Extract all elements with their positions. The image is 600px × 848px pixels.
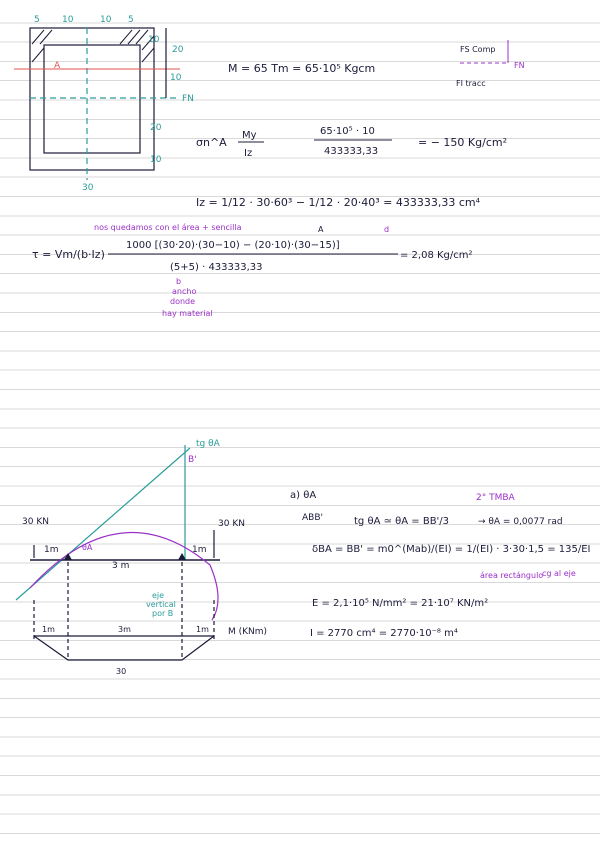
cg-note: cg al eje bbox=[542, 569, 576, 578]
ancho-note-donde: donde bbox=[170, 297, 196, 306]
tg-equation: tg θA ≃ θA = BB'/3 bbox=[354, 516, 450, 527]
dim-right-10b: 10 bbox=[170, 73, 182, 83]
dim-right-20a: 20 bbox=[172, 45, 184, 55]
ancho-note-b: b bbox=[176, 277, 182, 286]
tg-theta-label: tg θA bbox=[196, 439, 220, 449]
fi-trac-label: FI tracc bbox=[456, 79, 486, 88]
point-a-label: A bbox=[54, 61, 61, 71]
part-a-heading: a) θA bbox=[290, 490, 317, 501]
moment-label-1m-right: 1m bbox=[196, 625, 209, 634]
span-mid: 3 m bbox=[112, 561, 130, 571]
moment-label-3m: 3m bbox=[118, 625, 131, 634]
fn-label-right: FN bbox=[514, 61, 525, 70]
ancho-note-material: hay material bbox=[162, 309, 213, 318]
ancho-note-ancho: ancho bbox=[172, 287, 197, 296]
inertia-equation: Iz = 1/12 · 30·60³ − 1/12 · 20·40³ = 433333,33 cm⁴ bbox=[196, 196, 480, 209]
sup-d: d bbox=[384, 225, 390, 234]
shear-lhs: τ = Vm/(b·Iz) bbox=[32, 248, 105, 261]
dim-right-10a: 10 bbox=[148, 35, 160, 45]
load-right-label: 30 KN bbox=[218, 519, 245, 529]
load-left-label: 30 KN bbox=[22, 517, 49, 527]
fs-comp-label: FS Comp bbox=[460, 45, 496, 54]
dim-top-5a: 5 bbox=[34, 15, 40, 25]
dim-top-10b: 10 bbox=[100, 15, 112, 25]
eje-note-1: eje bbox=[152, 591, 165, 600]
b-prime-label: B' bbox=[188, 455, 197, 465]
shear-result: = 2,08 Kg/cm² bbox=[400, 250, 473, 261]
stress-eq-bot: 433333,33 bbox=[324, 146, 379, 157]
delta-equation: δBA = BB' = m0^(Mab)/(EI) = 1/(EI) · 3·30·1,5 = 135/EI bbox=[312, 544, 591, 555]
dim-top-10a: 10 bbox=[62, 15, 74, 25]
dim-right-10c: 10 bbox=[150, 155, 162, 165]
stress-frac-top: My bbox=[242, 130, 257, 141]
moment-label-1m-left: 1m bbox=[42, 625, 55, 634]
span-left: 1m bbox=[44, 545, 59, 555]
dim-top-5b: 5 bbox=[128, 15, 134, 25]
span-right: 1m bbox=[192, 545, 207, 555]
stress-result: = − 150 Kg/cm² bbox=[418, 136, 507, 149]
second-theorem-note: 2° TMBA bbox=[476, 493, 515, 503]
moment-equation: M = 65 Tm = 65·10⁵ Kgcm bbox=[228, 62, 376, 75]
stress-frac-bot: Iz bbox=[244, 148, 253, 159]
e-equation: E = 2,1·10⁵ N/mm² = 21·10⁷ KN/m² bbox=[312, 598, 489, 609]
stress-lhs: σn^A bbox=[196, 136, 227, 149]
shear-denominator: (5+5) · 433333,33 bbox=[170, 262, 263, 273]
triangle-label: ABB' bbox=[302, 513, 323, 523]
sup-a: A bbox=[318, 225, 324, 234]
stress-eq-top: 65·10⁵ · 10 bbox=[320, 126, 375, 137]
moment-value: 30 bbox=[116, 667, 127, 676]
fn-label-left: FN bbox=[182, 94, 194, 104]
i-equation: I = 2770 cm⁴ = 2770·10⁻⁸ m⁴ bbox=[310, 628, 458, 639]
area-note: área rectángulo bbox=[480, 571, 544, 580]
eje-note-2: vertical bbox=[146, 600, 176, 609]
dim-bottom-30: 30 bbox=[82, 183, 94, 193]
shear-note: nos quedamos con el área + sencilla bbox=[94, 223, 242, 232]
theta-result: → θA = 0,0077 rad bbox=[478, 517, 563, 527]
shear-numerator: 1000 [(30·20)·(30−10) − (20·10)·(30−15)] bbox=[126, 240, 340, 251]
eje-note-3: por B bbox=[152, 609, 174, 618]
moment-diagram-label: M (KNm) bbox=[228, 627, 268, 637]
theta-label: θA bbox=[82, 543, 93, 552]
dim-right-20b: 20 bbox=[150, 123, 162, 133]
